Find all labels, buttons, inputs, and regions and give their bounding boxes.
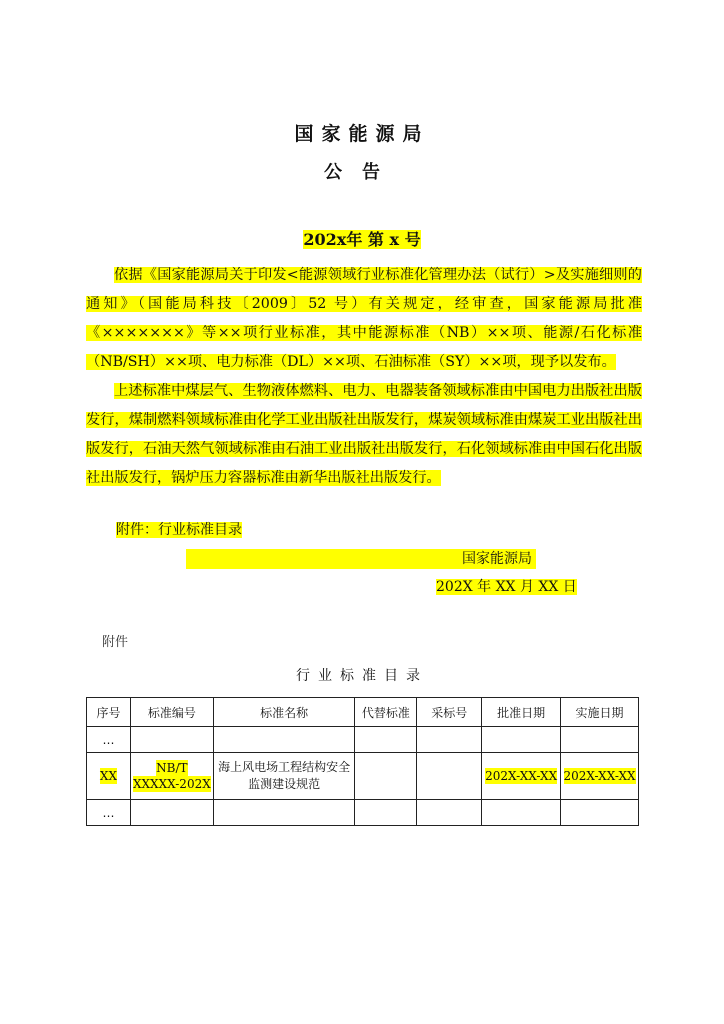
header-approval-date: 批准日期 <box>482 698 561 727</box>
attachment-line-text: 附件：行业标准目录 <box>116 522 242 538</box>
body-paragraph-1-text: 依据《国家能源局关于印发<能源领域行业标准化管理办法（试行）>及实施细则的通知》（国能局科技〔2009〕52 号）有关规定，经审查，国家能源局批准《×××××××》等××项行业标准，其中能源标准（NB）××项、能源/石化标准（NB/SH）××项、电力标准（DL）××项、石油标准（SY）××项，现予以发布。 <box>86 267 642 370</box>
attachment-line <box>116 519 242 541</box>
ellipsis-cell: … <box>87 800 131 826</box>
table-row <box>87 800 639 826</box>
header-seq: 序号 <box>87 698 131 727</box>
cell-seq: XX <box>87 753 131 800</box>
issue-number-text: 202x年 第 x 号 <box>303 230 421 249</box>
body-paragraph-1 <box>86 261 642 377</box>
header-code: 标准编号 <box>130 698 213 727</box>
issue-number <box>0 227 724 250</box>
table-row <box>87 753 639 800</box>
header-adopted: 采标号 <box>417 698 482 727</box>
cell-approval-date: 202X-XX-XX <box>482 753 561 800</box>
cell-code-line2: XXXXX-202X <box>132 777 211 791</box>
cell-impl-date: 202X-XX-XX <box>561 753 639 800</box>
cell-name: 海上风电场工程结构安全监测建设规范 <box>213 753 355 800</box>
catalog-title: 行业标准目录 <box>296 668 428 684</box>
doc-type-title: 公告 <box>324 162 400 183</box>
body-paragraph-2 <box>86 377 642 493</box>
signature-org: 国家能源局 <box>462 551 532 567</box>
standards-table <box>86 697 639 826</box>
header-name: 标准名称 <box>213 698 355 727</box>
ellipsis-cell: … <box>87 727 131 753</box>
signature-date <box>436 576 577 598</box>
cell-code-line1: NB/T <box>156 761 188 775</box>
org-title: 国家能源局 <box>294 123 430 145</box>
body-paragraph-2-text: 上述标准中煤层气、生物液体燃料、电力、电器装备领域标准由中国电力出版社出版发行，煤制燃料领域标准由化学工业出版社出版发行，煤炭领域标准由煤炭工业出版社出版发行，石油天然气领域标准由石油工业出版社出版发行，石化领域标准由中国石化出版社出版发行，锅炉压力容器标准由新华出版社出版发行。 <box>86 383 642 486</box>
header-replaces: 代替标准 <box>355 698 417 727</box>
table-header-row <box>87 698 639 727</box>
header-impl-date: 实施日期 <box>561 698 639 727</box>
cell-adopted <box>417 753 482 800</box>
table-row <box>87 727 639 753</box>
signature-date-text: 202X 年 XX 月 XX 日 <box>436 579 577 595</box>
cell-code <box>130 753 213 800</box>
attachment-label: 附件 <box>102 635 129 650</box>
cell-replaces <box>355 753 417 800</box>
